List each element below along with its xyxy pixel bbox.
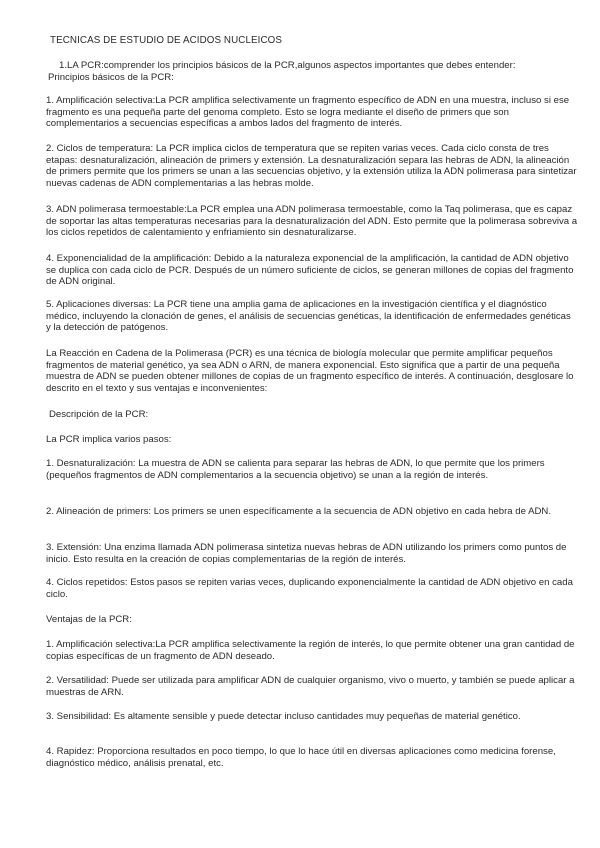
advantage-1	[46, 639, 578, 662]
paragraph: 5. Aplicaciones diversas: La PCR tiene una amplia gama de aplicaciones en la investigación científica y el diagnóstico médico, incluyendo la clonación de genes, el análisis de secuencias genéticas, la identificación de enfermedades genéticas y la detección de patógenos.	[46, 299, 571, 333]
principle-4	[46, 253, 578, 288]
paragraph: 3. Sensibilidad: Es altamente sensible y puede detectar incluso cantidades muy pequeñas de material genético.	[46, 711, 521, 722]
principle-1	[46, 95, 578, 130]
summary-paragraph	[46, 348, 578, 394]
paragraph: 2. Alineación de primers: Los primers se unen específicamente a la secuencia de ADN objetivo en cada hebra de ADN.	[46, 506, 552, 517]
heading: Descripción de la PCR:	[49, 409, 149, 420]
intro-block	[46, 60, 578, 83]
paragraph: 2. Versatilidad: Puede ser utilizada para amplificar ADN de cualquier organismo, vivo o muerto, y también se puede aplicar a muestras de ARN.	[46, 675, 575, 698]
step-3	[46, 542, 578, 565]
paragraph: 1. Amplificación selectiva:La PCR amplifica selectivamente un fragmento específico de ADN en una muestra, incluso si ese fragmento es una pequeña parte del genoma completo. Esto se logra mediante el diseño de primers que son complementarios a secuencias específicas a ambos lados del fragmento de interés.	[46, 95, 570, 129]
document-title: TECNICAS DE ESTUDIO DE ACIDOS NUCLEICOS	[50, 35, 282, 46]
heading: Ventajas de la PCR:	[46, 614, 132, 625]
advantage-3	[46, 711, 578, 723]
step-2	[46, 506, 578, 518]
paragraph: 1. Desnaturalización: La muestra de ADN se calienta para separar las hebras de ADN, lo que permite que los primers (pequeños fragmentos de ADN complementarios a la secuencia objetivo) se unan a la región de interés.	[46, 458, 545, 481]
paragraph: 4. Rapidez: Proporciona resultados en poco tiempo, lo que lo hace útil en diversas aplicaciones como medicina forense, diagnóstico médico, análisis prenatal, etc.	[46, 746, 556, 769]
principle-5	[46, 299, 578, 334]
steps-intro	[46, 434, 578, 446]
paragraph: 3. ADN polimerasa termoestable:La PCR emplea una ADN polimerasa termoestable, como la Taq polimerasa, que es capaz de soportar las altas temperaturas necesarias para la desnaturalización del ADN. Esto permite que la polimerasa sobreviva a los ciclos repetidos de calentamiento y enfriamiento sin desnaturalizarse.	[46, 204, 578, 238]
advantage-2	[46, 675, 578, 698]
paragraph: 4. Ciclos repetidos: Estos pasos se repiten varias veces, duplicando exponencialmente la cantidad de ADN objetivo en cada ciclo.	[46, 577, 573, 600]
principle-3	[46, 204, 578, 239]
advantages-heading	[46, 614, 578, 626]
paragraph: 1. Amplificación selectiva:La PCR amplifica selectivamente la región de interés, lo que permite obtener una gran cantidad de copias específicas de un fragmento de ADN deseado.	[46, 639, 575, 662]
intro-line: 1.LA PCR:comprender los principios básicos de la PCR,algunos aspectos importantes que debes entender:	[59, 60, 516, 71]
paragraph: 2. Ciclos de temperatura: La PCR implica ciclos de temperatura que se repiten varias veces. Cada ciclo consta de tres etapas: desnaturalización, alineación de primers y extensión. La desnaturalización separa las hebras de ADN, la alineación de primers permite que los primers se unan a las secuencias objetivo, y la extensión utiliza la ADN polimerasa para sintetizar nuevas cadenas de ADN complementarias a las hebras molde.	[46, 143, 577, 189]
paragraph: 4. Exponencialidad de la amplificación: Debido a la naturaleza exponencial de la amplificación, la cantidad de ADN objetivo se duplica con cada ciclo de PCR. Después de un número suficiente de ciclos, se generan millones de copias del fragmento de ADN original.	[46, 253, 574, 287]
step-1	[46, 458, 578, 481]
advantage-4	[46, 746, 578, 769]
step-4	[46, 577, 578, 600]
paragraph: 3. Extensión: Una enzima llamada ADN polimerasa sintetiza nuevas hebras de ADN utilizando los primers como puntos de inicio. Esto resulta en la creación de copias complementarias de la región de interés.	[46, 542, 567, 565]
principle-2	[46, 143, 578, 189]
principles-heading: Principios básicos de la PCR:	[48, 71, 174, 83]
paragraph: La PCR implica varios pasos:	[46, 434, 172, 445]
description-heading	[49, 409, 581, 421]
paragraph: La Reacción en Cadena de la Polimerasa (PCR) es una técnica de biología molecular que permite amplificar pequeños fragmentos de material genético, ya sea ADN o ARN, de manera exponencial. Esto significa que a partir de una pequeña muestra de ADN se pueden obtener millones de copias de un fragmento específico de interés. A continuación, desglosare lo descrito en el texto y sus ventajas e inconvenientes:	[46, 348, 574, 394]
